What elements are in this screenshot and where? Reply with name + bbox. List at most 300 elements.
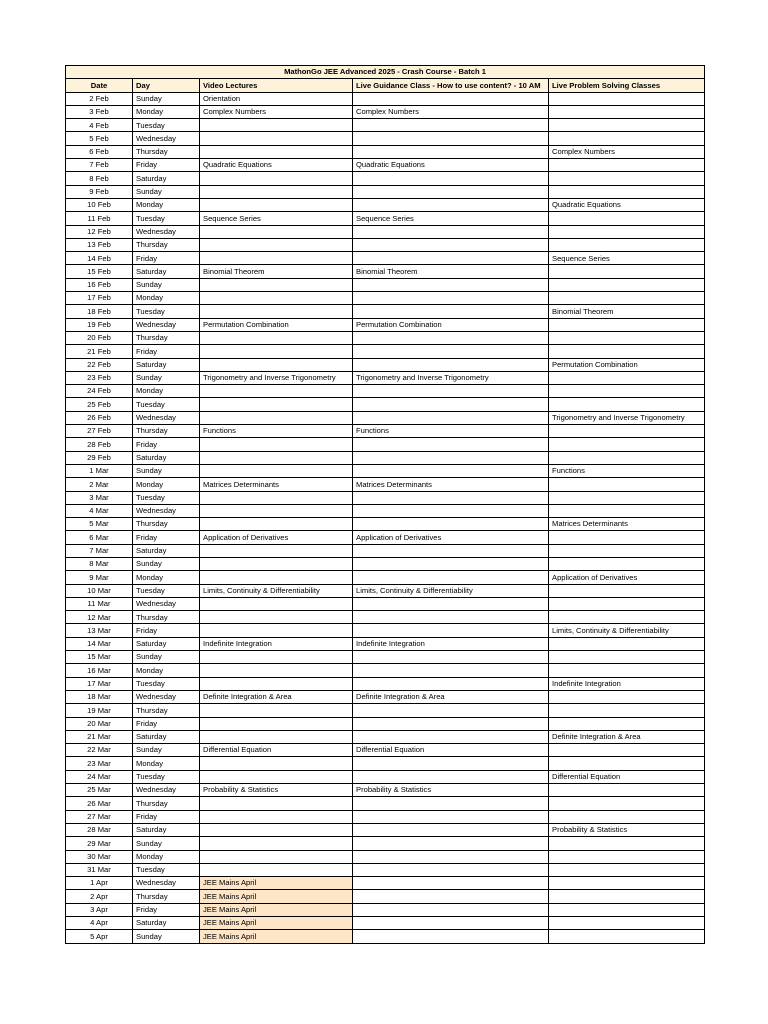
cell-live-guidance[interactable] bbox=[353, 597, 549, 610]
cell-video-lecture[interactable] bbox=[200, 770, 353, 783]
cell-date[interactable]: 5 Mar bbox=[66, 518, 133, 531]
cell-day[interactable]: Sunday bbox=[133, 744, 200, 757]
cell-day[interactable]: Tuesday bbox=[133, 212, 200, 225]
cell-date[interactable]: 30 Mar bbox=[66, 850, 133, 863]
cell-video-lecture[interactable] bbox=[200, 451, 353, 464]
cell-video-lecture[interactable]: Orientation bbox=[200, 92, 353, 105]
cell-date[interactable]: 29 Mar bbox=[66, 837, 133, 850]
cell-day[interactable]: Friday bbox=[133, 252, 200, 265]
cell-date[interactable]: 12 Feb bbox=[66, 225, 133, 238]
cell-date[interactable]: 21 Mar bbox=[66, 730, 133, 743]
cell-date[interactable]: 28 Mar bbox=[66, 823, 133, 836]
cell-live-problem-solving[interactable]: Probability & Statistics bbox=[549, 823, 705, 836]
cell-day[interactable]: Saturday bbox=[133, 172, 200, 185]
cell-day[interactable]: Tuesday bbox=[133, 677, 200, 690]
cell-video-lecture[interactable]: JEE Mains April bbox=[200, 917, 353, 930]
cell-day[interactable]: Monday bbox=[133, 478, 200, 491]
cell-live-guidance[interactable] bbox=[353, 730, 549, 743]
cell-date[interactable]: 19 Feb bbox=[66, 318, 133, 331]
cell-video-lecture[interactable] bbox=[200, 677, 353, 690]
cell-day[interactable]: Sunday bbox=[133, 930, 200, 943]
cell-live-guidance[interactable] bbox=[353, 704, 549, 717]
cell-day[interactable]: Tuesday bbox=[133, 584, 200, 597]
cell-video-lecture[interactable]: Application of Derivatives bbox=[200, 531, 353, 544]
cell-day[interactable]: Wednesday bbox=[133, 877, 200, 890]
cell-live-guidance[interactable] bbox=[353, 198, 549, 211]
cell-live-guidance[interactable] bbox=[353, 238, 549, 251]
cell-live-problem-solving[interactable] bbox=[549, 744, 705, 757]
cell-video-lecture[interactable] bbox=[200, 278, 353, 291]
cell-date[interactable]: 4 Feb bbox=[66, 119, 133, 132]
cell-day[interactable]: Saturday bbox=[133, 544, 200, 557]
cell-live-guidance[interactable] bbox=[353, 292, 549, 305]
cell-video-lecture[interactable]: Trigonometry and Inverse Trigonometry bbox=[200, 371, 353, 384]
cell-live-guidance[interactable] bbox=[353, 451, 549, 464]
cell-date[interactable]: 10 Feb bbox=[66, 198, 133, 211]
cell-date[interactable]: 1 Apr bbox=[66, 877, 133, 890]
cell-live-problem-solving[interactable] bbox=[549, 119, 705, 132]
cell-live-guidance[interactable] bbox=[353, 518, 549, 531]
cell-live-problem-solving[interactable] bbox=[549, 398, 705, 411]
cell-date[interactable]: 22 Mar bbox=[66, 744, 133, 757]
cell-live-problem-solving[interactable] bbox=[549, 491, 705, 504]
cell-day[interactable]: Monday bbox=[133, 385, 200, 398]
cell-date[interactable]: 28 Feb bbox=[66, 438, 133, 451]
cell-video-lecture[interactable]: Definite Integration & Area bbox=[200, 690, 353, 703]
cell-live-guidance[interactable] bbox=[353, 850, 549, 863]
cell-day[interactable]: Wednesday bbox=[133, 504, 200, 517]
cell-live-problem-solving[interactable]: Complex Numbers bbox=[549, 145, 705, 158]
cell-video-lecture[interactable]: Permutation Combination bbox=[200, 318, 353, 331]
cell-live-guidance[interactable] bbox=[353, 438, 549, 451]
cell-live-problem-solving[interactable] bbox=[549, 877, 705, 890]
cell-day[interactable]: Thursday bbox=[133, 238, 200, 251]
header-video-lectures[interactable]: Video Lectures bbox=[200, 79, 353, 92]
cell-date[interactable]: 27 Feb bbox=[66, 425, 133, 438]
cell-live-guidance[interactable] bbox=[353, 877, 549, 890]
cell-live-guidance[interactable]: Permutation Combination bbox=[353, 318, 549, 331]
cell-live-problem-solving[interactable] bbox=[549, 504, 705, 517]
cell-day[interactable]: Monday bbox=[133, 757, 200, 770]
cell-day[interactable]: Saturday bbox=[133, 730, 200, 743]
cell-live-problem-solving[interactable] bbox=[549, 238, 705, 251]
cell-live-problem-solving[interactable]: Limits, Continuity & Differentiability bbox=[549, 624, 705, 637]
cell-date[interactable]: 11 Feb bbox=[66, 212, 133, 225]
cell-date[interactable]: 3 Apr bbox=[66, 903, 133, 916]
cell-video-lecture[interactable] bbox=[200, 730, 353, 743]
cell-day[interactable]: Wednesday bbox=[133, 690, 200, 703]
cell-live-guidance[interactable] bbox=[353, 252, 549, 265]
cell-day[interactable]: Saturday bbox=[133, 637, 200, 650]
cell-date[interactable]: 24 Feb bbox=[66, 385, 133, 398]
cell-live-guidance[interactable] bbox=[353, 119, 549, 132]
cell-date[interactable]: 9 Mar bbox=[66, 571, 133, 584]
cell-date[interactable]: 20 Feb bbox=[66, 331, 133, 344]
cell-live-problem-solving[interactable]: Indefinite Integration bbox=[549, 677, 705, 690]
cell-day[interactable]: Thursday bbox=[133, 611, 200, 624]
cell-day[interactable]: Monday bbox=[133, 571, 200, 584]
cell-live-guidance[interactable] bbox=[353, 305, 549, 318]
cell-date[interactable]: 27 Mar bbox=[66, 810, 133, 823]
cell-live-problem-solving[interactable] bbox=[549, 172, 705, 185]
cell-live-guidance[interactable]: Complex Numbers bbox=[353, 105, 549, 118]
cell-video-lecture[interactable]: JEE Mains April bbox=[200, 890, 353, 903]
cell-date[interactable]: 31 Mar bbox=[66, 863, 133, 876]
cell-video-lecture[interactable]: Indefinite Integration bbox=[200, 637, 353, 650]
cell-live-problem-solving[interactable]: Sequence Series bbox=[549, 252, 705, 265]
cell-live-guidance[interactable] bbox=[353, 797, 549, 810]
cell-video-lecture[interactable] bbox=[200, 717, 353, 730]
cell-video-lecture[interactable]: Complex Numbers bbox=[200, 105, 353, 118]
cell-live-problem-solving[interactable] bbox=[549, 664, 705, 677]
cell-video-lecture[interactable] bbox=[200, 518, 353, 531]
cell-video-lecture[interactable] bbox=[200, 757, 353, 770]
cell-live-guidance[interactable] bbox=[353, 903, 549, 916]
cell-date[interactable]: 13 Feb bbox=[66, 238, 133, 251]
cell-live-guidance[interactable] bbox=[353, 92, 549, 105]
cell-live-problem-solving[interactable] bbox=[549, 331, 705, 344]
cell-day[interactable]: Saturday bbox=[133, 451, 200, 464]
cell-live-problem-solving[interactable] bbox=[549, 557, 705, 570]
cell-live-problem-solving[interactable] bbox=[549, 637, 705, 650]
cell-video-lecture[interactable] bbox=[200, 651, 353, 664]
cell-day[interactable]: Tuesday bbox=[133, 305, 200, 318]
cell-live-guidance[interactable] bbox=[353, 717, 549, 730]
cell-video-lecture[interactable]: JEE Mains April bbox=[200, 877, 353, 890]
cell-date[interactable]: 5 Apr bbox=[66, 930, 133, 943]
cell-live-problem-solving[interactable] bbox=[549, 651, 705, 664]
cell-live-problem-solving[interactable] bbox=[549, 345, 705, 358]
cell-date[interactable]: 25 Feb bbox=[66, 398, 133, 411]
cell-live-guidance[interactable] bbox=[353, 930, 549, 943]
cell-live-guidance[interactable]: Functions bbox=[353, 425, 549, 438]
cell-live-guidance[interactable]: Indefinite Integration bbox=[353, 637, 549, 650]
cell-live-problem-solving[interactable] bbox=[549, 278, 705, 291]
cell-date[interactable]: 16 Mar bbox=[66, 664, 133, 677]
cell-live-problem-solving[interactable] bbox=[549, 371, 705, 384]
cell-live-problem-solving[interactable] bbox=[549, 92, 705, 105]
cell-live-guidance[interactable] bbox=[353, 917, 549, 930]
cell-live-problem-solving[interactable]: Quadratic Equations bbox=[549, 198, 705, 211]
cell-day[interactable]: Saturday bbox=[133, 917, 200, 930]
cell-day[interactable]: Thursday bbox=[133, 704, 200, 717]
cell-video-lecture[interactable] bbox=[200, 292, 353, 305]
cell-day[interactable]: Wednesday bbox=[133, 225, 200, 238]
cell-video-lecture[interactable] bbox=[200, 544, 353, 557]
cell-day[interactable]: Sunday bbox=[133, 837, 200, 850]
cell-live-problem-solving[interactable]: Matrices Determinants bbox=[549, 518, 705, 531]
cell-live-problem-solving[interactable] bbox=[549, 318, 705, 331]
cell-day[interactable]: Thursday bbox=[133, 331, 200, 344]
cell-date[interactable]: 22 Feb bbox=[66, 358, 133, 371]
cell-live-guidance[interactable] bbox=[353, 890, 549, 903]
cell-live-problem-solving[interactable] bbox=[549, 903, 705, 916]
cell-live-guidance[interactable] bbox=[353, 225, 549, 238]
cell-live-guidance[interactable] bbox=[353, 611, 549, 624]
cell-day[interactable]: Saturday bbox=[133, 265, 200, 278]
cell-video-lecture[interactable] bbox=[200, 238, 353, 251]
cell-video-lecture[interactable] bbox=[200, 491, 353, 504]
cell-day[interactable]: Friday bbox=[133, 531, 200, 544]
cell-live-problem-solving[interactable] bbox=[549, 690, 705, 703]
cell-video-lecture[interactable] bbox=[200, 305, 353, 318]
cell-day[interactable]: Wednesday bbox=[133, 132, 200, 145]
cell-date[interactable]: 8 Mar bbox=[66, 557, 133, 570]
cell-date[interactable]: 4 Apr bbox=[66, 917, 133, 930]
cell-video-lecture[interactable] bbox=[200, 850, 353, 863]
cell-date[interactable]: 15 Mar bbox=[66, 651, 133, 664]
cell-live-problem-solving[interactable] bbox=[549, 185, 705, 198]
header-date[interactable]: Date bbox=[66, 79, 133, 92]
cell-live-guidance[interactable] bbox=[353, 557, 549, 570]
cell-video-lecture[interactable] bbox=[200, 345, 353, 358]
cell-live-problem-solving[interactable]: Definite Integration & Area bbox=[549, 730, 705, 743]
cell-day[interactable]: Tuesday bbox=[133, 863, 200, 876]
cell-video-lecture[interactable] bbox=[200, 823, 353, 836]
cell-date[interactable]: 6 Feb bbox=[66, 145, 133, 158]
cell-video-lecture[interactable] bbox=[200, 198, 353, 211]
cell-live-problem-solving[interactable] bbox=[549, 451, 705, 464]
cell-video-lecture[interactable]: Differential Equation bbox=[200, 744, 353, 757]
cell-date[interactable]: 23 Mar bbox=[66, 757, 133, 770]
cell-day[interactable]: Sunday bbox=[133, 464, 200, 477]
cell-live-problem-solving[interactable]: Binomial Theorem bbox=[549, 305, 705, 318]
cell-date[interactable]: 17 Feb bbox=[66, 292, 133, 305]
cell-video-lecture[interactable] bbox=[200, 132, 353, 145]
cell-video-lecture[interactable] bbox=[200, 571, 353, 584]
cell-date[interactable]: 2 Mar bbox=[66, 478, 133, 491]
cell-live-problem-solving[interactable] bbox=[549, 385, 705, 398]
cell-live-guidance[interactable]: Definite Integration & Area bbox=[353, 690, 549, 703]
cell-video-lecture[interactable]: Binomial Theorem bbox=[200, 265, 353, 278]
cell-day[interactable]: Monday bbox=[133, 105, 200, 118]
cell-live-guidance[interactable] bbox=[353, 863, 549, 876]
cell-day[interactable]: Sunday bbox=[133, 278, 200, 291]
cell-date[interactable]: 24 Mar bbox=[66, 770, 133, 783]
cell-video-lecture[interactable] bbox=[200, 438, 353, 451]
cell-video-lecture[interactable] bbox=[200, 624, 353, 637]
cell-video-lecture[interactable] bbox=[200, 464, 353, 477]
cell-date[interactable]: 23 Feb bbox=[66, 371, 133, 384]
cell-live-guidance[interactable] bbox=[353, 145, 549, 158]
cell-date[interactable]: 6 Mar bbox=[66, 531, 133, 544]
cell-live-guidance[interactable] bbox=[353, 185, 549, 198]
cell-live-guidance[interactable] bbox=[353, 810, 549, 823]
cell-live-problem-solving[interactable] bbox=[549, 797, 705, 810]
cell-live-guidance[interactable] bbox=[353, 677, 549, 690]
cell-live-guidance[interactable]: Probability & Statistics bbox=[353, 784, 549, 797]
cell-video-lecture[interactable] bbox=[200, 411, 353, 424]
cell-date[interactable]: 20 Mar bbox=[66, 717, 133, 730]
cell-video-lecture[interactable]: Functions bbox=[200, 425, 353, 438]
cell-live-guidance[interactable] bbox=[353, 172, 549, 185]
cell-video-lecture[interactable] bbox=[200, 145, 353, 158]
cell-live-problem-solving[interactable] bbox=[549, 930, 705, 943]
cell-live-guidance[interactable] bbox=[353, 651, 549, 664]
cell-day[interactable]: Thursday bbox=[133, 518, 200, 531]
cell-live-problem-solving[interactable] bbox=[549, 225, 705, 238]
cell-live-guidance[interactable]: Limits, Continuity & Differentiability bbox=[353, 584, 549, 597]
cell-date[interactable]: 3 Feb bbox=[66, 105, 133, 118]
cell-day[interactable]: Sunday bbox=[133, 371, 200, 384]
cell-live-problem-solving[interactable] bbox=[549, 863, 705, 876]
cell-live-problem-solving[interactable] bbox=[549, 611, 705, 624]
cell-video-lecture[interactable] bbox=[200, 119, 353, 132]
cell-video-lecture[interactable] bbox=[200, 611, 353, 624]
cell-day[interactable]: Tuesday bbox=[133, 398, 200, 411]
cell-date[interactable]: 18 Feb bbox=[66, 305, 133, 318]
cell-live-guidance[interactable]: Quadratic Equations bbox=[353, 159, 549, 172]
cell-day[interactable]: Friday bbox=[133, 624, 200, 637]
cell-date[interactable]: 25 Mar bbox=[66, 784, 133, 797]
header-live-guidance[interactable]: Live Guidance Class - How to use content? - 10 AM bbox=[353, 79, 549, 92]
cell-day[interactable]: Monday bbox=[133, 664, 200, 677]
cell-live-problem-solving[interactable] bbox=[549, 105, 705, 118]
cell-date[interactable]: 3 Mar bbox=[66, 491, 133, 504]
cell-date[interactable]: 26 Mar bbox=[66, 797, 133, 810]
cell-live-guidance[interactable] bbox=[353, 770, 549, 783]
cell-date[interactable]: 14 Feb bbox=[66, 252, 133, 265]
cell-live-problem-solving[interactable]: Application of Derivatives bbox=[549, 571, 705, 584]
cell-video-lecture[interactable]: JEE Mains April bbox=[200, 930, 353, 943]
cell-live-problem-solving[interactable] bbox=[549, 292, 705, 305]
cell-date[interactable]: 12 Mar bbox=[66, 611, 133, 624]
cell-date[interactable]: 15 Feb bbox=[66, 265, 133, 278]
cell-video-lecture[interactable] bbox=[200, 225, 353, 238]
cell-date[interactable]: 18 Mar bbox=[66, 690, 133, 703]
cell-live-problem-solving[interactable] bbox=[549, 917, 705, 930]
cell-live-problem-solving[interactable] bbox=[549, 784, 705, 797]
cell-date[interactable]: 7 Feb bbox=[66, 159, 133, 172]
cell-live-problem-solving[interactable] bbox=[549, 757, 705, 770]
cell-video-lecture[interactable]: JEE Mains April bbox=[200, 903, 353, 916]
cell-live-guidance[interactable] bbox=[353, 411, 549, 424]
cell-day[interactable]: Friday bbox=[133, 159, 200, 172]
cell-date[interactable]: 16 Feb bbox=[66, 278, 133, 291]
header-day[interactable]: Day bbox=[133, 79, 200, 92]
cell-date[interactable]: 19 Mar bbox=[66, 704, 133, 717]
table-title[interactable]: MathonGo JEE Advanced 2025 - Crash Course - Batch 1 bbox=[66, 66, 705, 79]
cell-video-lecture[interactable]: Probability & Statistics bbox=[200, 784, 353, 797]
cell-video-lecture[interactable] bbox=[200, 385, 353, 398]
cell-day[interactable]: Thursday bbox=[133, 797, 200, 810]
cell-live-problem-solving[interactable]: Trigonometry and Inverse Trigonometry bbox=[549, 411, 705, 424]
cell-video-lecture[interactable] bbox=[200, 837, 353, 850]
cell-day[interactable]: Wednesday bbox=[133, 411, 200, 424]
cell-live-problem-solving[interactable] bbox=[549, 265, 705, 278]
cell-live-problem-solving[interactable] bbox=[549, 478, 705, 491]
cell-live-guidance[interactable] bbox=[353, 837, 549, 850]
cell-date[interactable]: 9 Feb bbox=[66, 185, 133, 198]
cell-live-problem-solving[interactable]: Differential Equation bbox=[549, 770, 705, 783]
cell-live-guidance[interactable] bbox=[353, 358, 549, 371]
cell-date[interactable]: 2 Feb bbox=[66, 92, 133, 105]
cell-date[interactable]: 5 Feb bbox=[66, 132, 133, 145]
cell-live-guidance[interactable] bbox=[353, 757, 549, 770]
cell-date[interactable]: 7 Mar bbox=[66, 544, 133, 557]
cell-live-guidance[interactable] bbox=[353, 278, 549, 291]
cell-video-lecture[interactable] bbox=[200, 398, 353, 411]
cell-day[interactable]: Monday bbox=[133, 850, 200, 863]
cell-live-guidance[interactable]: Application of Derivatives bbox=[353, 531, 549, 544]
cell-live-guidance[interactable]: Sequence Series bbox=[353, 212, 549, 225]
cell-live-guidance[interactable]: Trigonometry and Inverse Trigonometry bbox=[353, 371, 549, 384]
cell-live-problem-solving[interactable] bbox=[549, 597, 705, 610]
cell-live-guidance[interactable] bbox=[353, 544, 549, 557]
cell-date[interactable]: 14 Mar bbox=[66, 637, 133, 650]
cell-video-lecture[interactable]: Limits, Continuity & Differentiability bbox=[200, 584, 353, 597]
cell-day[interactable]: Wednesday bbox=[133, 318, 200, 331]
cell-video-lecture[interactable] bbox=[200, 797, 353, 810]
cell-live-guidance[interactable]: Matrices Determinants bbox=[353, 478, 549, 491]
cell-date[interactable]: 1 Mar bbox=[66, 464, 133, 477]
cell-live-guidance[interactable] bbox=[353, 345, 549, 358]
header-live-problem-solving[interactable]: Live Problem Solving Classes bbox=[549, 79, 705, 92]
cell-day[interactable]: Friday bbox=[133, 438, 200, 451]
cell-day[interactable]: Tuesday bbox=[133, 770, 200, 783]
cell-live-problem-solving[interactable] bbox=[549, 704, 705, 717]
cell-day[interactable]: Saturday bbox=[133, 823, 200, 836]
cell-day[interactable]: Sunday bbox=[133, 92, 200, 105]
cell-day[interactable]: Friday bbox=[133, 345, 200, 358]
cell-video-lecture[interactable] bbox=[200, 331, 353, 344]
cell-live-problem-solving[interactable] bbox=[549, 425, 705, 438]
cell-date[interactable]: 8 Feb bbox=[66, 172, 133, 185]
cell-date[interactable]: 4 Mar bbox=[66, 504, 133, 517]
cell-video-lecture[interactable] bbox=[200, 504, 353, 517]
cell-video-lecture[interactable]: Matrices Determinants bbox=[200, 478, 353, 491]
cell-date[interactable]: 11 Mar bbox=[66, 597, 133, 610]
cell-live-guidance[interactable] bbox=[353, 491, 549, 504]
cell-date[interactable]: 2 Apr bbox=[66, 890, 133, 903]
cell-video-lecture[interactable] bbox=[200, 704, 353, 717]
cell-day[interactable]: Friday bbox=[133, 717, 200, 730]
cell-live-problem-solving[interactable] bbox=[549, 544, 705, 557]
cell-day[interactable]: Saturday bbox=[133, 358, 200, 371]
cell-live-problem-solving[interactable] bbox=[549, 717, 705, 730]
cell-day[interactable]: Friday bbox=[133, 810, 200, 823]
cell-live-problem-solving[interactable] bbox=[549, 531, 705, 544]
cell-live-problem-solving[interactable] bbox=[549, 850, 705, 863]
cell-day[interactable]: Monday bbox=[133, 292, 200, 305]
cell-day[interactable]: Sunday bbox=[133, 651, 200, 664]
cell-live-guidance[interactable] bbox=[353, 823, 549, 836]
cell-live-guidance[interactable] bbox=[353, 385, 549, 398]
cell-day[interactable]: Thursday bbox=[133, 890, 200, 903]
cell-live-guidance[interactable]: Binomial Theorem bbox=[353, 265, 549, 278]
cell-video-lecture[interactable] bbox=[200, 863, 353, 876]
cell-live-guidance[interactable] bbox=[353, 464, 549, 477]
cell-day[interactable]: Thursday bbox=[133, 425, 200, 438]
cell-date[interactable]: 10 Mar bbox=[66, 584, 133, 597]
cell-live-guidance[interactable] bbox=[353, 624, 549, 637]
cell-live-guidance[interactable] bbox=[353, 664, 549, 677]
cell-video-lecture[interactable] bbox=[200, 172, 353, 185]
cell-live-problem-solving[interactable] bbox=[549, 132, 705, 145]
cell-video-lecture[interactable] bbox=[200, 597, 353, 610]
cell-live-guidance[interactable] bbox=[353, 398, 549, 411]
cell-day[interactable]: Monday bbox=[133, 198, 200, 211]
cell-live-problem-solving[interactable]: Permutation Combination bbox=[549, 358, 705, 371]
cell-video-lecture[interactable] bbox=[200, 252, 353, 265]
cell-live-problem-solving[interactable] bbox=[549, 810, 705, 823]
cell-day[interactable]: Thursday bbox=[133, 145, 200, 158]
cell-video-lecture[interactable] bbox=[200, 664, 353, 677]
cell-live-problem-solving[interactable] bbox=[549, 837, 705, 850]
cell-video-lecture[interactable] bbox=[200, 557, 353, 570]
cell-date[interactable]: 29 Feb bbox=[66, 451, 133, 464]
cell-live-problem-solving[interactable] bbox=[549, 438, 705, 451]
